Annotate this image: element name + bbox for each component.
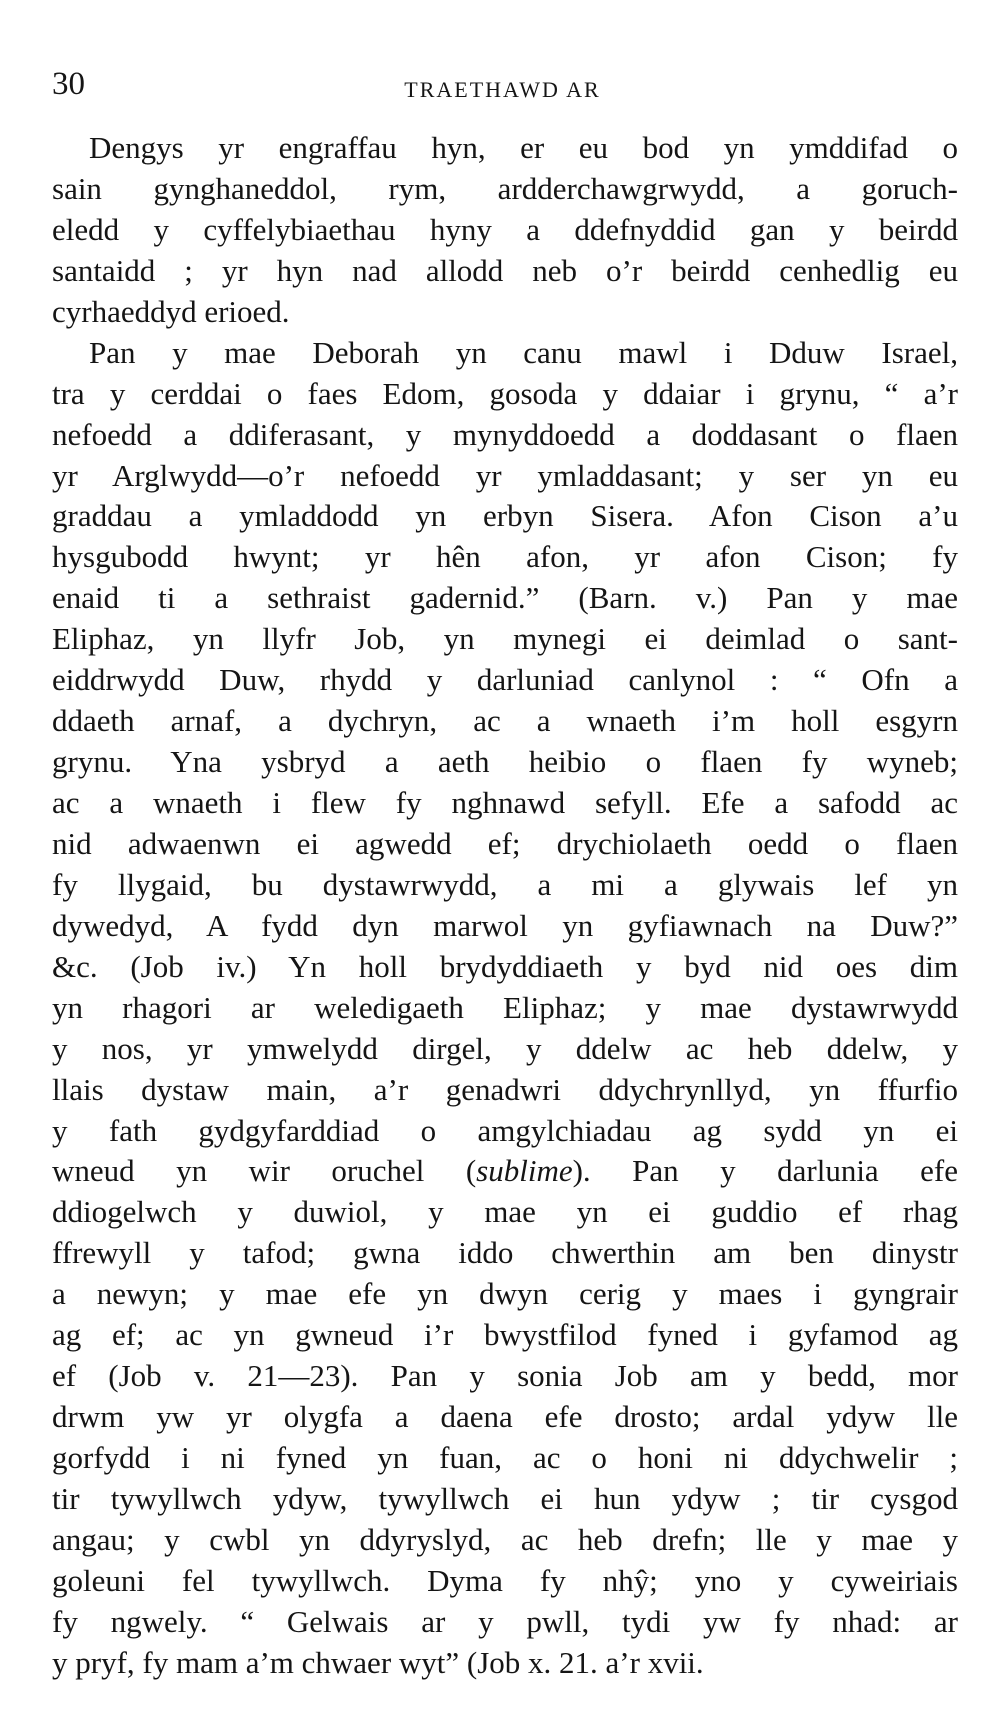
text-line: graddau a ymladdodd yn erbyn Sisera. Afon Cison a’u: [52, 498, 958, 534]
text-line: tir tywyllwch ydyw, tywyllwch ei hun ydyw ; tir cysgod: [52, 1480, 958, 1516]
paragraph: [52, 333, 958, 1684]
text-line: yr Arglwydd—o’r nefoedd yr ymladdasant; y ser yn eu: [52, 457, 958, 493]
running-title: TRAETHAWD AR: [404, 77, 601, 102]
italic-term: sublime: [476, 1153, 573, 1189]
text-line: ffrewyll y tafod; gwna iddo chwerthin am ben dinystr: [52, 1235, 958, 1271]
text-line: grynu. Yna ysbryd a aeth heibio o flaen fy wyneb;: [52, 744, 958, 780]
text-line: Pan y mae Deborah yn canu mawl i Dduw Israel,: [89, 334, 958, 370]
text-line: Eliphaz, yn llyfr Job, yn mynegi ei deimlad o sant-: [52, 621, 958, 657]
text-line: Dengys yr engraffau hyn, er eu bod yn ymddifad o: [89, 130, 958, 165]
text-line: nid adwaenwn ei agwedd ef; drychiolaeth oedd o flaen: [52, 825, 958, 861]
text-line: ef (Job v. 21—23). Pan y sonia Job am y bedd, mor: [52, 1358, 958, 1394]
text-line: y fath gydgyfarddiad o amgylchiadau ag sydd yn ei: [52, 1112, 958, 1148]
text-line: wneud yn wir oruchel (sublime). Pan y darlunia efe: [52, 1153, 959, 1189]
text-line: fy llygaid, bu dystawrwydd, a mi a glywais lef yn: [52, 866, 958, 902]
text-line: ddiogelwch y duwiol, y mae yn ei guddio ef rhag: [52, 1194, 958, 1230]
text-line: drwm yw yr olygfa a daena efe drosto; ardal ydyw lle: [52, 1399, 958, 1435]
text-line: ddaeth arnaf, a dychryn, ac a wnaeth i’m holl esgyrn: [52, 703, 958, 739]
text-line: dywedyd, A fydd dyn marwol yn gyfiawnach na Duw?”: [52, 907, 958, 943]
text-line: eiddrwydd Duw, rhydd y darluniad canlynol : “ Ofn a: [52, 662, 958, 698]
text-line: ag ef; ac yn gwneud i’r bwystfilod fyned i gyfamod ag: [52, 1317, 958, 1353]
page-number: 30: [52, 66, 85, 102]
text-line: &c. (Job iv.) Yn holl brydyddiaeth y byd nid oes dim: [52, 948, 958, 984]
text-line: a newyn; y mae efe yn dwyn cerig y maes i gyngrair: [52, 1276, 958, 1312]
text-line: y pryf, fy mam a’m chwaer wyt” (Job x. 21. a’r xvii.: [52, 1644, 704, 1680]
text-line: angau; y cwbl yn ddyryslyd, ac heb drefn; lle y mae y: [52, 1521, 958, 1557]
text-line: eledd y cyffelybiaethau hyny a ddefnyddid gan y beirdd: [52, 211, 958, 247]
text-line: enaid ti a sethraist gadernid.” (Barn. v.) Pan y mae: [52, 580, 958, 616]
text-line: santaidd ; yr hyn nad allodd neb o’r beirdd cenhedlig eu: [52, 252, 958, 288]
text-line: cyrhaeddyd erioed.: [52, 293, 290, 329]
text-line: gorfydd i ni fyned yn fuan, ac o honi ni ddychwelir ;: [52, 1440, 958, 1475]
text-line: ac a wnaeth i flew fy nghnawd sefyll. Efe a safodd ac: [52, 785, 958, 820]
text-line: tra y cerddai o faes Edom, gosoda y ddaiar i grynu, “ a’r: [52, 375, 958, 411]
paragraph: [52, 128, 958, 333]
text-line: hysgubodd hwynt; yr hên afon, yr afon Cison; fy: [52, 539, 958, 575]
text-line: yn rhagori ar weledigaeth Eliphaz; y mae dystawrwydd: [52, 989, 958, 1025]
text-line: y nos, yr ymwelydd dirgel, y ddelw ac heb ddelw, y: [52, 1030, 958, 1066]
text-line: fy ngwely. “ Gelwais ar y pwll, tydi yw fy nhad: ar: [52, 1603, 958, 1639]
text-line: sain gynghaneddol, rym, ardderchawgrwydd, a goruch-: [52, 170, 958, 206]
text-line: llais dystaw main, a’r genadwri ddychrynllyd, yn ffurfio: [52, 1071, 958, 1107]
text-line: goleuni fel tywyllwch. Dyma fy nhŷ; yno y cyweiriais: [52, 1562, 958, 1598]
text-line: nefoedd a ddiferasant, y mynyddoedd a doddasant o flaen: [52, 416, 958, 452]
body-text: [52, 128, 958, 1684]
